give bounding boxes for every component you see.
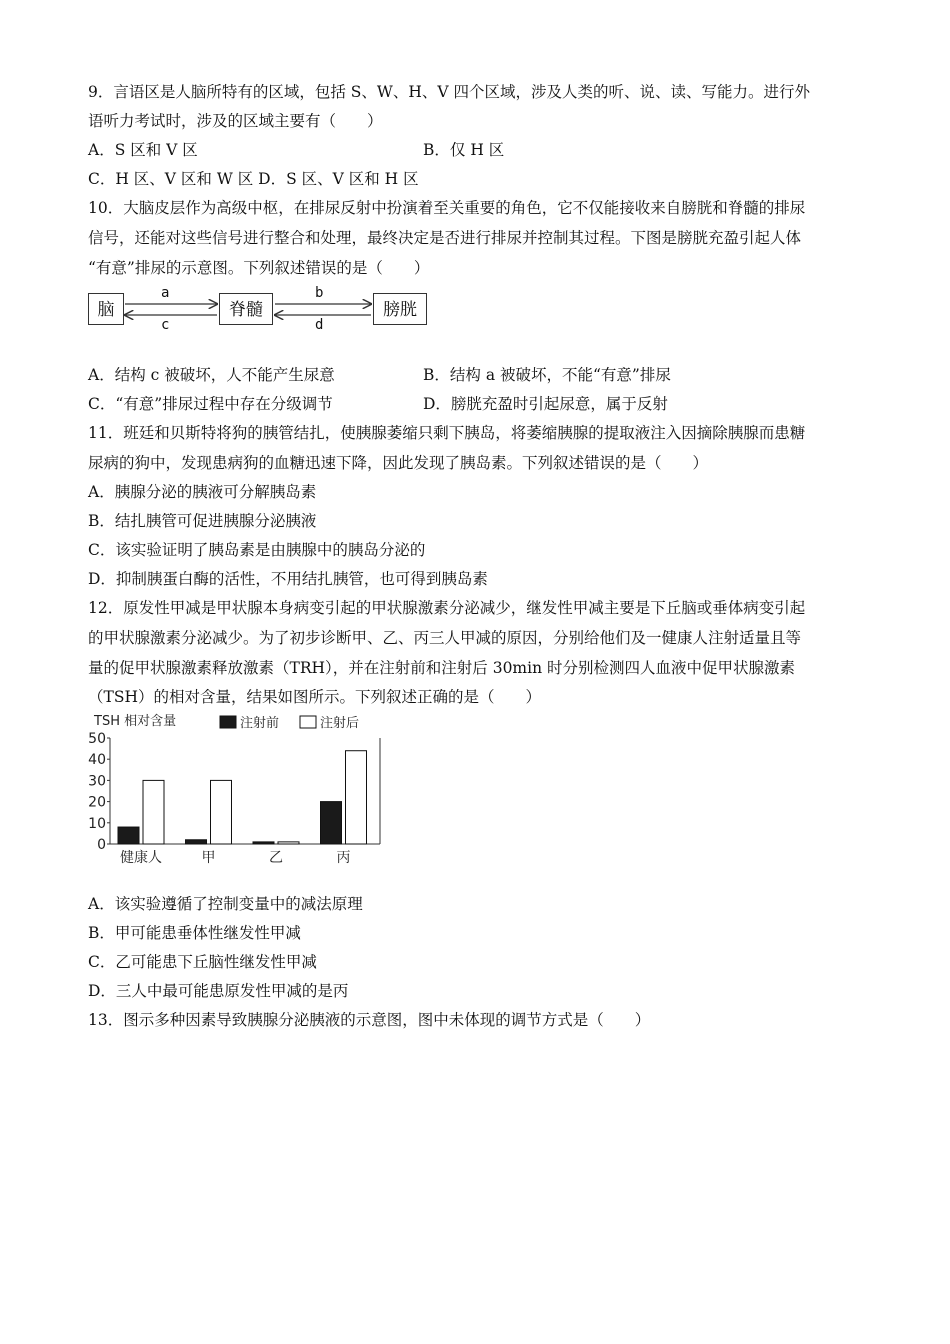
bladder-box: 膀胱 [373, 293, 427, 325]
q9-option-b: B．仅 H 区 [423, 141, 505, 159]
y-tick-label: 30 [88, 773, 106, 790]
legend-label-before: 注射前 [240, 716, 280, 731]
label-d: d [315, 317, 324, 333]
q9-stem-line1: 9．言语区是人脑所特有的区域，包括 S、W、H、V 四个区域，涉及人类的听、说、读、写能力。进行外 [88, 83, 810, 101]
q12-option-d: D．三人中最可能患原发性甲减的是丙 [88, 982, 349, 1000]
diagram-arrows [88, 289, 428, 331]
x-tick-label: 甲 [201, 850, 216, 866]
y-tick-label: 0 [97, 837, 106, 853]
q9-stem-line2: 语听力考试时，涉及的区域主要有（ ） [88, 112, 383, 130]
bar-before-injection [186, 840, 207, 844]
q9-option-cd: C．H 区、V 区和 W 区 D．S 区、V 区和 H 区 [88, 170, 419, 188]
q11-stem-line1: 11．班廷和贝斯特将狗的胰管结扎，使胰腺萎缩只剩下胰岛，将萎缩胰腺的提取液注入因摘除胰腺而患糖 [88, 424, 806, 442]
bar-before-injection [253, 842, 274, 844]
tsh-bar-chart-svg [88, 712, 388, 872]
q10-stem-line3: “有意”排尿的示意图。下列叙述错误的是（ ） [88, 259, 430, 277]
y-tick-label: 40 [88, 752, 106, 769]
q10-option-d: D．膀胱充盈时引起尿意，属于反射 [423, 395, 668, 413]
spine-box: 脊髓 [219, 293, 273, 325]
y-axis-label: TSH 相对含量 [94, 714, 177, 729]
legend-swatch-after [300, 716, 316, 728]
q12-option-b: B．甲可能患垂体性继发性甲减 [88, 924, 301, 942]
q11-option-c: C．该实验证明了胰岛素是由胰腺中的胰岛分泌的 [88, 541, 426, 559]
q12-stem-line3: 量的促甲状腺激素释放激素（TRH），并在注射前和注射后 30min 时分别检测四人血液中促甲状腺激素 [88, 659, 795, 677]
q12-option-a: A．该实验遵循了控制变量中的减法原理 [88, 895, 363, 913]
y-tick-label: 20 [88, 794, 106, 811]
x-tick-label: 乙 [269, 850, 283, 866]
q10-option-c: C．“有意”排尿过程中存在分级调节 [88, 395, 333, 413]
q10-option-a: A．结构 c 被破坏，人不能产生尿意 [88, 366, 335, 384]
q10-option-b: B．结构 a 被破坏，不能“有意”排尿 [423, 366, 671, 384]
q13-stem-line1: 13．图示多种因素导致胰腺分泌胰液的示意图，图中未体现的调节方式是（ ） [88, 1011, 651, 1029]
x-tick-label: 丙 [336, 850, 351, 866]
q11-option-d: D．抑制胰蛋白酶的活性，不用结扎胰管，也可得到胰岛素 [88, 570, 488, 588]
q12-option-c: C．乙可能患下丘脑性继发性甲减 [88, 953, 317, 971]
brain-box: 脑 [88, 293, 124, 325]
bar-before-injection [321, 802, 342, 844]
bar-after-injection [346, 751, 367, 844]
bar-after-injection [278, 842, 299, 844]
q11-option-b: B．结扎胰管可促进胰腺分泌胰液 [88, 512, 317, 530]
label-c: c [161, 317, 170, 333]
q9-option-a: A．S 区和 V 区 [88, 141, 198, 159]
y-tick-label: 50 [88, 731, 106, 747]
legend-swatch-before [220, 716, 236, 728]
tsh-bar-chart [88, 712, 388, 872]
urination-diagram [88, 285, 428, 333]
q11-stem-line2: 尿病的狗中，发现患病狗的血糖迅速下降，因此发现了胰岛素。下列叙述错误的是（ ） [88, 454, 709, 472]
bar-before-injection [118, 827, 139, 844]
y-tick-label: 10 [88, 815, 106, 832]
q11-option-a: A．胰腺分泌的胰液可分解胰岛素 [88, 483, 317, 501]
label-b: b [315, 285, 324, 301]
q12-stem-line2: 的甲状腺激素分泌减少。为了初步诊断甲、乙、丙三人甲减的原因，分别给他们及一健康人注射适量且等 [88, 629, 802, 647]
label-a: a [161, 285, 170, 301]
legend-label-after: 注射后 [320, 716, 360, 731]
q12-stem-line4: （TSH）的相对含量，结果如图所示。下列叙述正确的是（ ） [88, 688, 541, 706]
bar-after-injection [143, 780, 164, 844]
q12-stem-line1: 12．原发性甲减是甲状腺本身病变引起的甲状腺激素分泌减少，继发性甲减主要是下丘脑或垂体病变引起 [88, 599, 806, 617]
bar-after-injection [211, 780, 232, 844]
x-tick-label: 健康人 [120, 850, 162, 866]
q10-stem-line1: 10．大脑皮层作为高级中枢，在排尿反射中扮演着至关重要的角色，它不仅能接收来自膀胱和脊髓的排尿 [88, 199, 806, 217]
q10-stem-line2: 信号，还能对这些信号进行整合和处理，最终决定是否进行排尿并控制其过程。下图是膀胱充盈引起人体 [88, 229, 802, 247]
